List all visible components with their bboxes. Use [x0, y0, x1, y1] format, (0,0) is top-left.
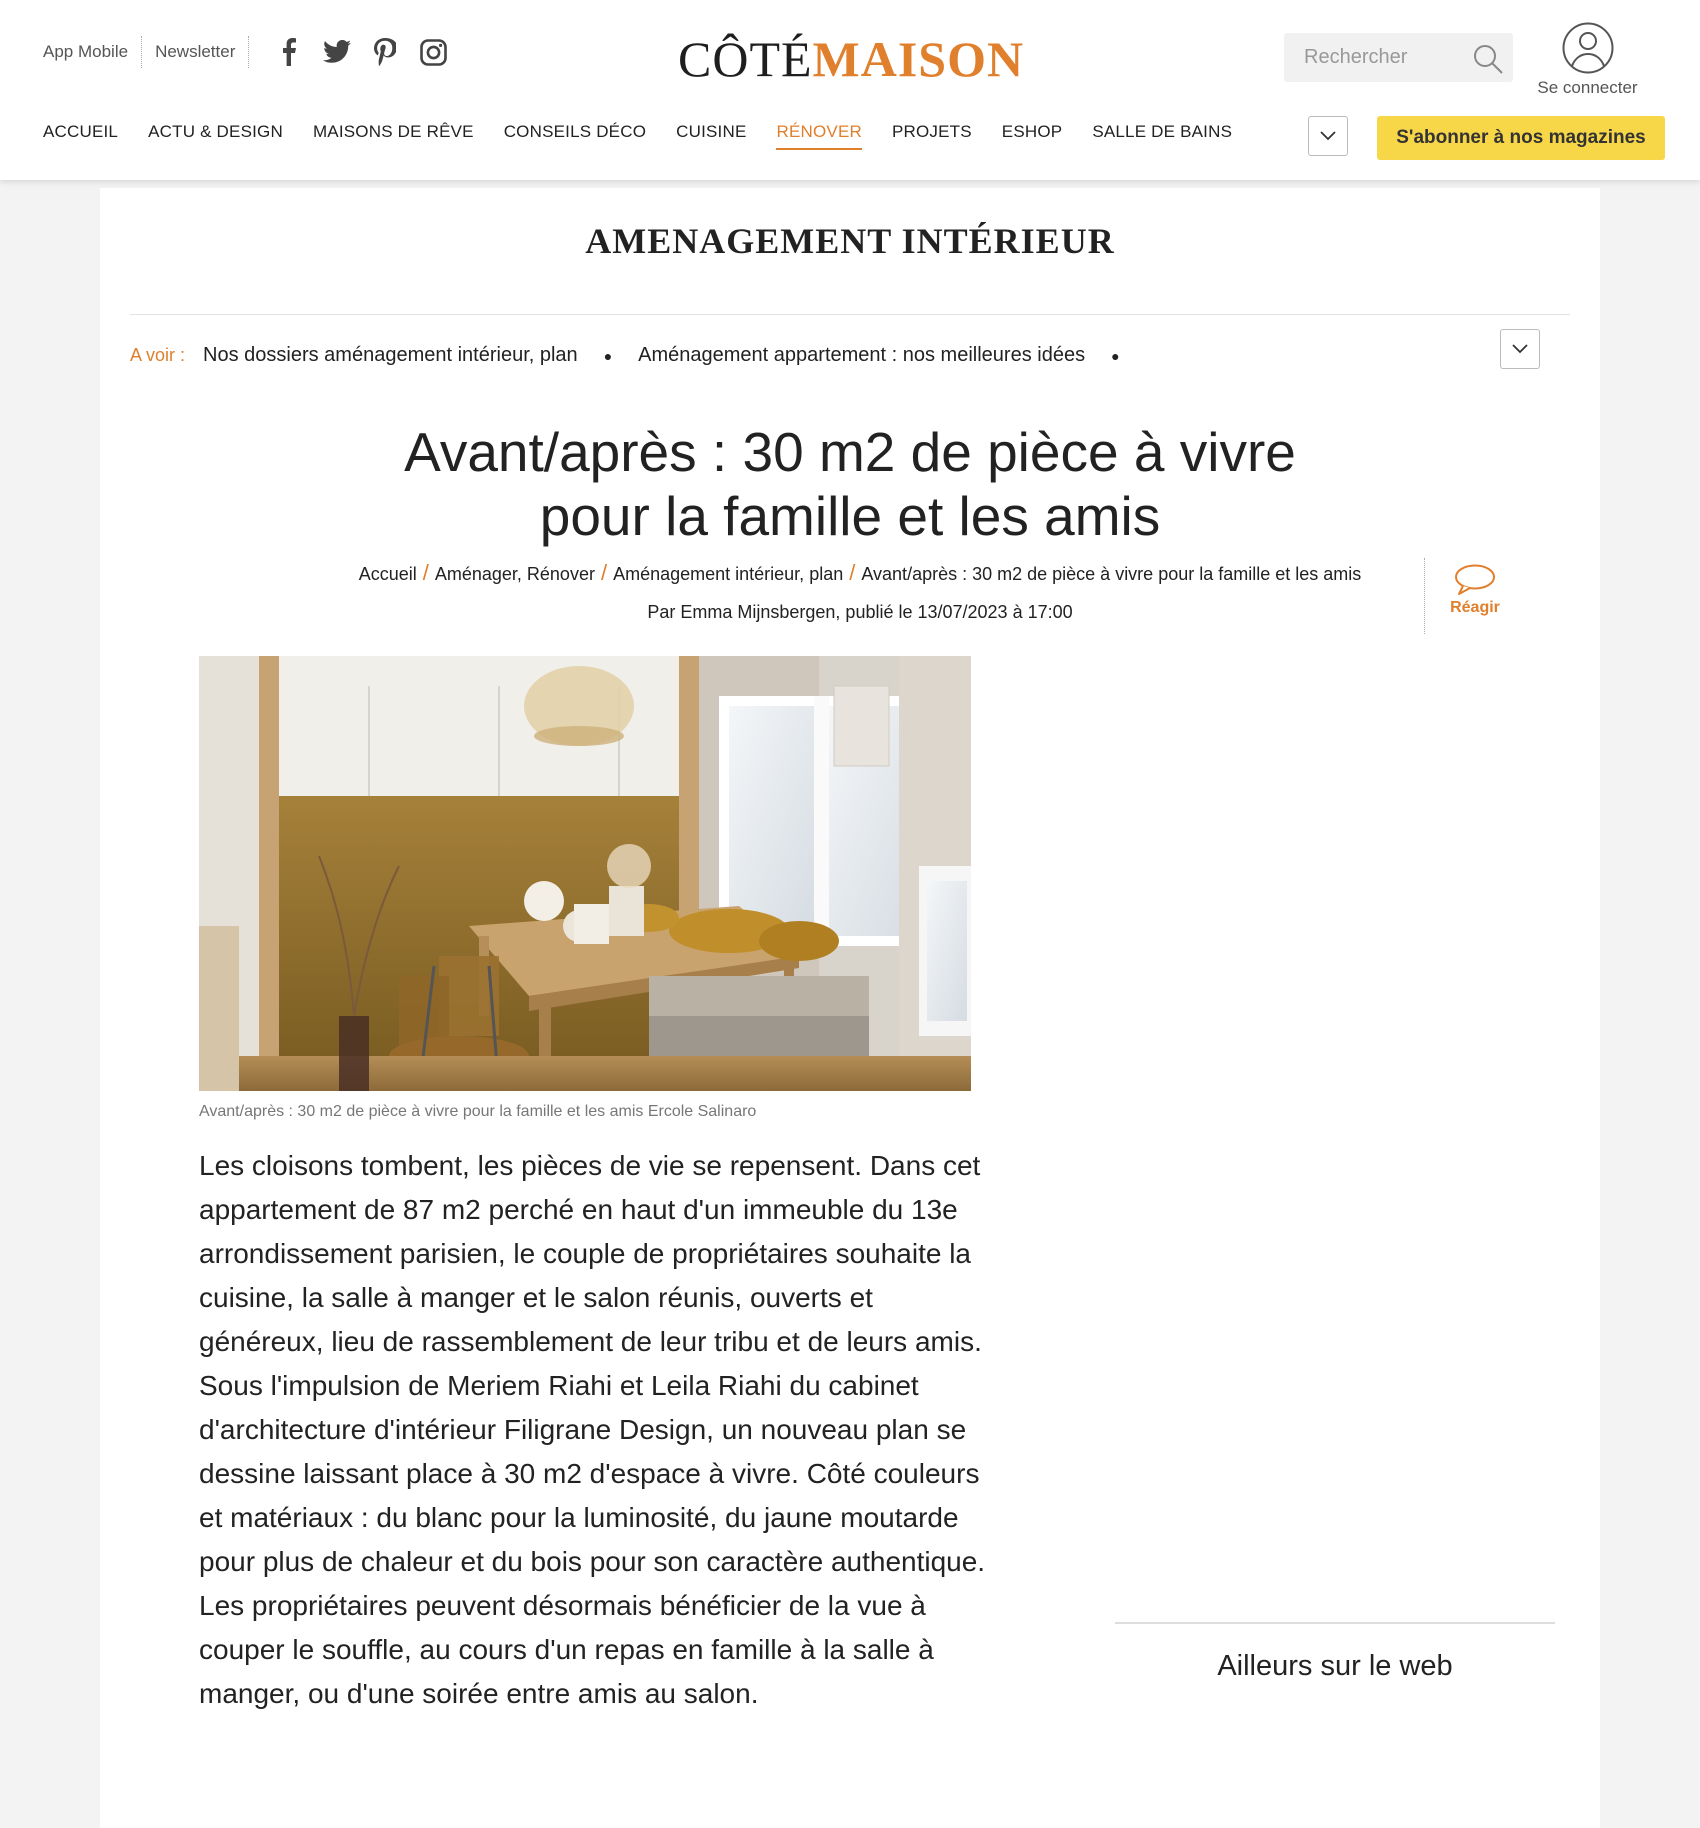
breadcrumb-item[interactable]: Accueil: [358, 564, 417, 584]
newsletter-link[interactable]: Newsletter: [155, 42, 236, 61]
divider: [248, 36, 249, 68]
related-label: A voir :: [130, 345, 186, 365]
react-label: Réagir: [1450, 599, 1500, 616]
app-mobile-link[interactable]: App Mobile: [43, 42, 129, 61]
breadcrumb-separator: /: [849, 560, 856, 585]
nav-item-conseils-deco[interactable]: CONSEILS DÉCO: [503, 122, 647, 141]
comment-icon: [1453, 563, 1497, 597]
site-logo[interactable]: [678, 30, 1024, 88]
pinterest-icon[interactable]: [370, 37, 400, 67]
nav-item-actu-design[interactable]: ACTU & DESIGN: [148, 122, 283, 141]
nav-item-projets[interactable]: PROJETS: [891, 122, 972, 141]
twitter-icon[interactable]: [322, 37, 352, 67]
breadcrumb: [295, 560, 1425, 586]
search-box: [1284, 33, 1513, 82]
nav-item-eshop[interactable]: ESHOP: [1001, 122, 1063, 141]
nav-item-maisons-de-reve[interactable]: MAISONS DE RÊVE: [312, 122, 474, 141]
top-links: [43, 36, 448, 68]
subscribe-button[interactable]: S'abonner à nos magazines: [1377, 116, 1665, 160]
article-card: [100, 188, 1600, 1828]
user-icon: [1562, 22, 1614, 74]
logo-part1: CÔTÉ: [678, 31, 813, 87]
article-body: Les cloisons tombent, les pièces de vie se repensent. Dans cet appartement de 87 m2 perché en haut d'un immeuble du 13e arrondissement parisien, le couple de propriétaires souhaite la cuisine, la salle à manger et le salon réunis, ouverts et généreux, lieu de rassemblement de leur tribu et de leurs amis. Sous l'impulsion de Meriem Riahi et Leila Riahi du cabinet d'architecture d'intérieur Filigrane Design, un nouveau plan se dessine laissant place à 30 m2 d'espace à vivre. Côté couleurs et matériaux : du blanc pour la luminosité, du jaune moutarde pour plus de chaleur et du bois pour son caractère authentique. Les propriétaires peuvent désormais bénéficier de la vue à couper le souffle, au cours d'un repas en famille à la salle à manger, ou d'une soirée entre amis au salon.: [199, 1150, 986, 1709]
nav-more-button[interactable]: [1308, 116, 1348, 156]
divider: [141, 36, 142, 68]
nav-item-renover[interactable]: RÉNOVER: [776, 122, 861, 150]
facebook-icon[interactable]: [274, 37, 304, 67]
main-nav: [43, 122, 1262, 150]
article-title: Avant/après : 30 m2 de pièce à vivre pour la famille et les amis: [404, 421, 1296, 547]
related-link[interactable]: Aménagement appartement : nos meilleures idées: [638, 344, 1086, 366]
image-caption: Avant/après : 30 m2 de pièce à vivre pour la famille et les amis Ercole Salinaro: [199, 1103, 757, 1120]
divider: [1115, 1622, 1555, 1624]
site-header: [0, 0, 1700, 180]
article-byline: Par Emma Mijnsbergen, publié le 13/07/2023 à 17:00: [647, 602, 1073, 622]
logo-part2: MAISON: [812, 31, 1025, 87]
search-input[interactable]: [1284, 33, 1464, 82]
related-link[interactable]: Nos dossiers aménagement intérieur, plan: [203, 344, 578, 366]
chevron-down-icon: [1511, 343, 1529, 355]
article-image: [199, 656, 971, 1091]
divider: [1424, 558, 1425, 634]
breadcrumb-separator: /: [422, 560, 429, 585]
search-icon[interactable]: [1472, 43, 1504, 75]
sidebar-title: Ailleurs sur le web: [1217, 1650, 1453, 1682]
related-more-button[interactable]: [1500, 329, 1540, 369]
react-button[interactable]: [1440, 563, 1510, 617]
nav-item-accueil[interactable]: ACCUEIL: [43, 122, 119, 141]
breadcrumb-current: Avant/après : 30 m2 de pièce à vivre pour la famille et les amis: [861, 564, 1362, 584]
breadcrumb-item[interactable]: Aménager, Rénover: [434, 564, 595, 584]
nav-item-cuisine[interactable]: CUISINE: [676, 122, 747, 141]
social-links: [274, 37, 448, 67]
breadcrumb-separator: /: [600, 560, 608, 585]
divider: [130, 314, 1570, 315]
instagram-icon[interactable]: [418, 37, 448, 67]
section-title: AMENAGEMENT INTÉRIEUR: [585, 221, 1115, 261]
related-links-bar: [130, 344, 1146, 367]
chevron-down-icon: [1319, 130, 1337, 142]
breadcrumb-item[interactable]: Aménagement intérieur, plan: [613, 564, 844, 584]
bullet: ●: [603, 347, 613, 364]
account-label: Se connecter: [1537, 78, 1638, 97]
account-button[interactable]: [1530, 22, 1645, 98]
nav-item-salle-de-bains[interactable]: SALLE DE BAINS: [1092, 122, 1233, 141]
bullet: ●: [1111, 347, 1120, 364]
